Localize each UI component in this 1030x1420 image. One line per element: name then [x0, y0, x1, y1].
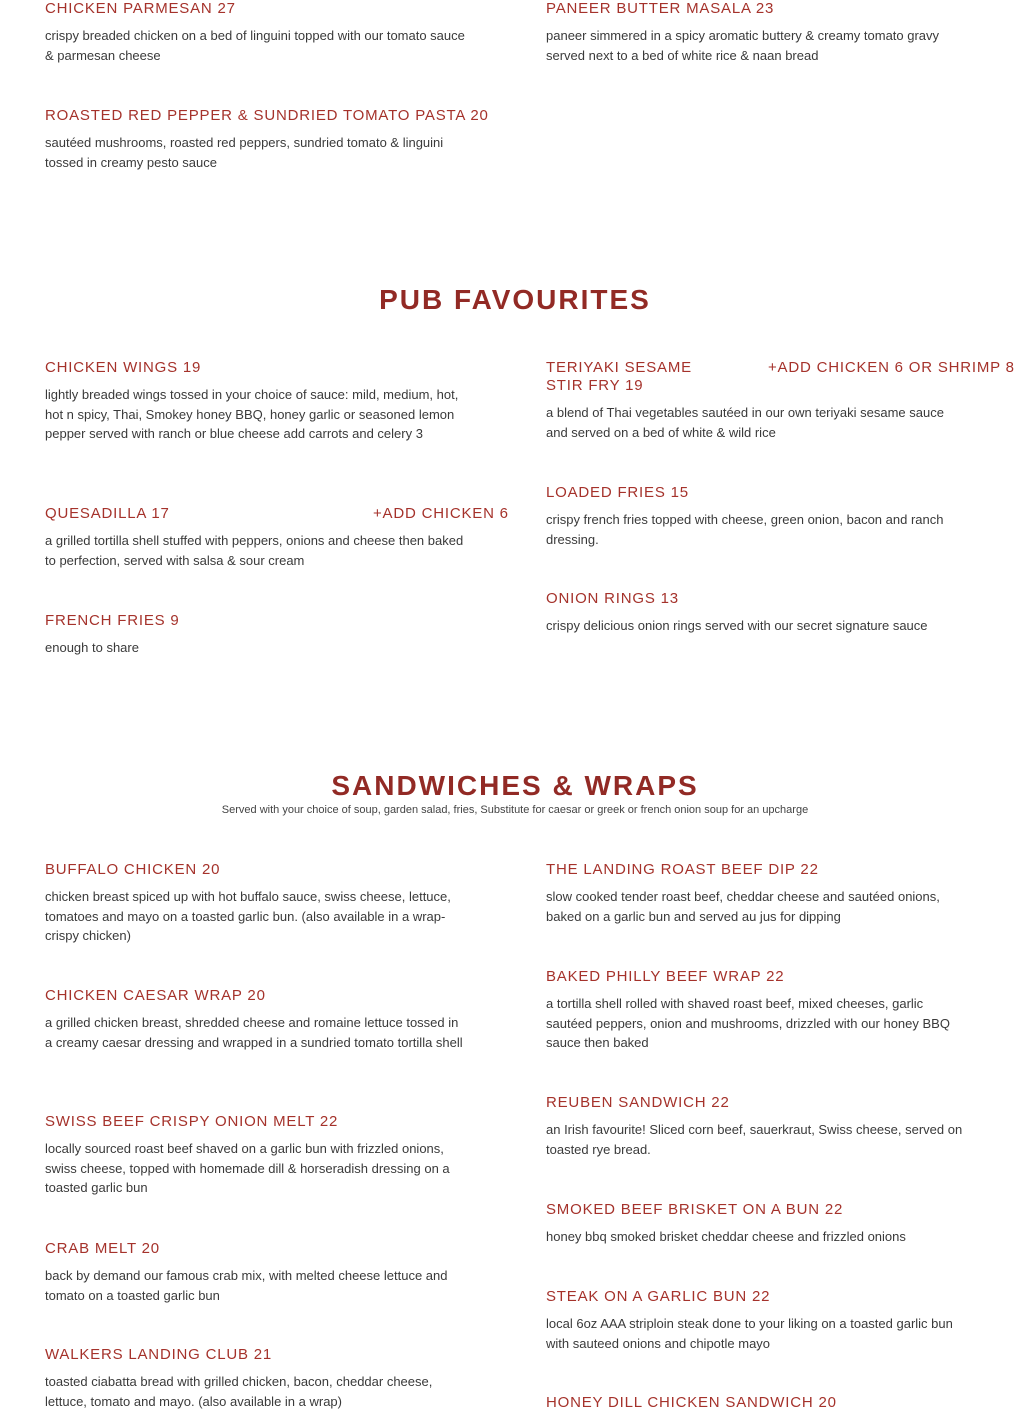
menu-item-chicken-wings: [45, 359, 465, 444]
item-description: a blend of Thai vegetables sautéed in our own teriyaki sesame sauce and served on a bed of white & wild rice: [546, 405, 944, 440]
item-title: QUESADILLA 17: [45, 505, 170, 522]
item-description: a grilled chicken breast, shredded cheese and romaine lettuce tossed in a creamy caesar dressing and wrapped in a sundried tomato tortilla shell: [45, 1015, 463, 1050]
menu-item-paneer-butter-masala: [546, 0, 966, 65]
item-title: CHICKEN WINGS 19: [45, 359, 202, 376]
item-title: THE LANDING ROAST BEEF DIP 22: [546, 861, 819, 878]
item-description: crispy french fries topped with cheese, green onion, bacon and ranch dressing.: [546, 512, 944, 547]
menu-item-buffalo-chicken: [45, 861, 465, 946]
menu-item-crab-melt: [45, 1240, 465, 1305]
item-description: crispy breaded chicken on a bed of linguini topped with our tomato sauce & parmesan cheese: [45, 28, 465, 63]
item-description: crispy delicious onion rings served with our secret signature sauce: [546, 618, 928, 633]
menu-item-french-fries: [45, 612, 465, 658]
menu-item-chicken-parmesan: [45, 0, 465, 65]
item-title: REUBEN SANDWICH 22: [546, 1094, 730, 1111]
item-title: STEAK ON A GARLIC BUN 22: [546, 1288, 771, 1305]
item-description: toasted ciabatta bread with grilled chicken, bacon, cheddar cheese, lettuce, tomato and mayo. (also available in a wrap): [45, 1374, 433, 1409]
menu-item-steak-on-garlic-bun: [546, 1288, 966, 1353]
item-description: sautéed mushrooms, roasted red peppers, sundried tomato & linguini tossed in creamy pesto sauce: [45, 135, 444, 170]
item-description: honey bbq smoked brisket cheddar cheese and frizzled onions: [546, 1229, 906, 1244]
add-on-chicken: +ADD CHICKEN 6: [373, 505, 509, 522]
menu-item-smoked-beef-brisket: [546, 1201, 976, 1247]
section-title-pub-favourites: PUB FAVOURITES: [379, 284, 651, 315]
section-subtitle: Served with your choice of soup, garden salad, fries, Substitute for caesar or greek or french onion soup for an upcharge: [221, 804, 809, 816]
add-on-chicken-shrimp: +ADD CHICKEN 6 OR SHRIMP 8: [768, 359, 1015, 376]
item-description: chicken breast spiced up with hot buffalo sauce, swiss cheese, lettuce, tomatoes and mayo on a toasted garlic bun. (also available in a wrap-crispy chicken): [45, 889, 451, 943]
item-title: BAKED PHILLY BEEF WRAP 22: [546, 968, 785, 985]
item-description: lightly breaded wings tossed in your choice of sauce: mild, medium, hot, hot n spicy, Thai, Smokey honey BBQ, honey garlic or seasoned lemon pepper served with ranch or blue cheese add carrots and celery 3: [45, 387, 459, 441]
item-title: CHICKEN PARMESAN 27: [45, 0, 236, 17]
item-description: slow cooked tender roast beef, cheddar cheese and sautéed onions, baked on a garlic bun and served au jus for dipping: [546, 889, 940, 924]
menu-item-loaded-fries: [546, 484, 966, 549]
item-title: ONION RINGS 13: [546, 590, 679, 607]
item-title: HONEY DILL CHICKEN SANDWICH 20: [546, 1394, 837, 1411]
item-title: TERIYAKI SESAME STIR FRY 19: [546, 359, 692, 394]
item-description: an Irish favourite! Sliced corn beef, sauerkraut, Swiss cheese, served on toasted rye bread.: [546, 1122, 963, 1157]
menu-item-reuben-sandwich: [546, 1094, 966, 1159]
item-description: a grilled tortilla shell stuffed with peppers, onions and cheese then baked to perfection, served with salsa & sour cream: [45, 533, 464, 568]
section-title-sandwiches-wraps: SANDWICHES & WRAPS: [331, 770, 699, 801]
item-title: SWISS BEEF CRISPY ONION MELT 22: [45, 1113, 339, 1130]
item-title: ROASTED RED PEPPER & SUNDRIED TOMATO PASTA 20: [45, 107, 489, 124]
item-title: WALKERS LANDING CLUB 21: [45, 1346, 273, 1363]
menu-item-walkers-landing-club: [45, 1346, 465, 1411]
menu-item-roasted-red-pepper-pasta: [45, 107, 505, 172]
menu-item-honey-dill-chicken-sandwich: [546, 1394, 966, 1412]
item-description: enough to share: [45, 640, 139, 655]
menu-item-swiss-beef-crispy-onion-melt: [45, 1113, 465, 1198]
item-title: CHICKEN CAESAR WRAP 20: [45, 987, 266, 1004]
menu-item-onion-rings: [546, 590, 986, 636]
item-description: a tortilla shell rolled with shaved roast beef, mixed cheeses, garlic sautéed peppers, onion and mushrooms, drizzled with our honey BBQ sauce then baked: [546, 996, 950, 1050]
item-title: SMOKED BEEF BRISKET ON A BUN 22: [546, 1201, 844, 1218]
item-title: FRENCH FRIES 9: [45, 612, 180, 629]
item-description: local 6oz AAA striploin steak done to your liking on a toasted garlic bun with sauteed onions and chipotle mayo: [546, 1316, 953, 1351]
menu-item-chicken-caesar-wrap: [45, 987, 465, 1052]
item-description: back by demand our famous crab mix, with melted cheese lettuce and tomato on a toasted garlic bun: [45, 1268, 448, 1303]
menu-item-baked-philly-beef-wrap: [546, 968, 966, 1053]
item-description: locally sourced roast beef shaved on a garlic bun with frizzled onions, swiss cheese, topped with homemade dill & horseradish dressing on a toasted garlic bun: [45, 1141, 450, 1195]
item-title: PANEER BUTTER MASALA 23: [546, 0, 775, 17]
item-title: LOADED FRIES 15: [546, 484, 689, 501]
item-description: paneer simmered in a spicy aromatic buttery & creamy tomato gravy served next to a bed of white rice & naan bread: [546, 28, 940, 63]
item-title: BUFFALO CHICKEN 20: [45, 861, 221, 878]
menu-item-landing-roast-beef-dip: [546, 861, 966, 926]
item-title: CRAB MELT 20: [45, 1240, 160, 1257]
